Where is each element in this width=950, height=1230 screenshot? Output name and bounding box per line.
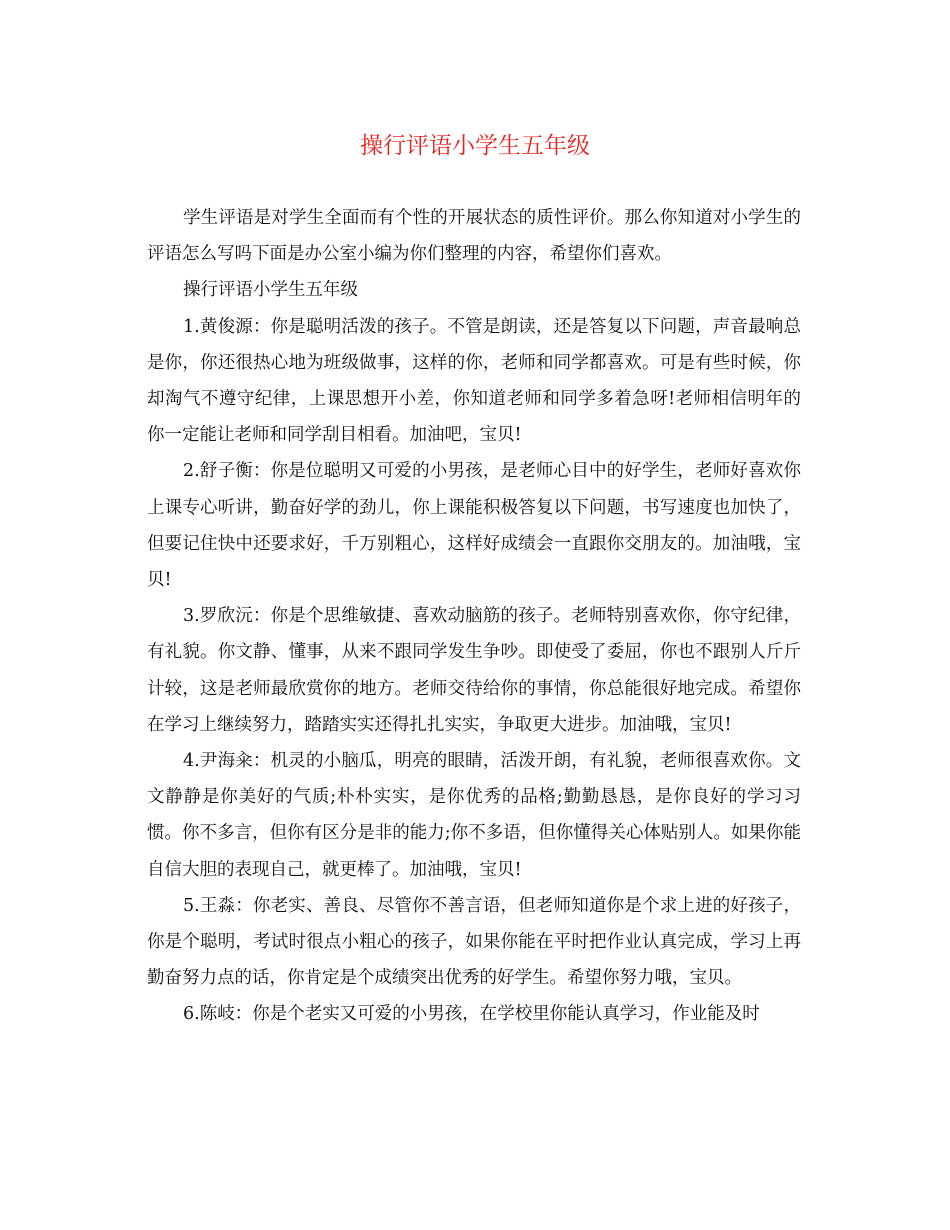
evaluation-entry-1: 1.黄俊源：你是聪明活泼的孩子。不管是朗读，还是答复以下问题，声音最响总是你，你还很热心地为班级做事，这样的你，老师和同学都喜欢。可是有些时候，你却淘气不遵守纪律，上课思想开小差，你知道老师和同学多着急呀!老师相信明年的你一定能让老师和同学刮目相看。加油吧，宝贝! — [147, 316, 801, 446]
evaluation-entry-3: 3.罗欣沅：你是个思维敏捷、喜欢动脑筋的孩子。老师特别喜欢你，你守纪律，有礼貌。你文静、懂事，从来不跟同学发生争吵。即使受了委屈，你也不跟别人斤斤计较，这是老师最欣赏你的地方。老师交待给你的事情，你总能很好地完成。希望你在学习上继续努力，踏踏实实还得扎扎实实，争取更大进步。加油哦，宝贝! — [147, 606, 801, 735]
evaluation-entry-2: 2.舒子衡：你是位聪明又可爱的小男孩，是老师心目中的好学生，老师好喜欢你上课专心听讲，勤奋好学的劲儿，你上课能积极答复以下问题，书写速度也加快了，但要记住快中还要求好，千万别粗心，这样好成绩会一直跟你交朋友的。加油哦，宝贝! — [147, 461, 801, 591]
intro-paragraph: 学生评语是对学生全面而有个性的开展状态的质性评价。那么你知道对小学生的评语怎么写吗下面是办公室小编为你们整理的内容，希望你们喜欢。 — [147, 208, 801, 265]
evaluation-entry-4: 4.尹海籴：机灵的小脑瓜，明亮的眼睛，活泼开朗，有礼貌，老师很喜欢你。文文静静是你美好的气质;朴朴实实，是你优秀的品格;勤勤恳恳，是你良好的学习习惯。你不多言，但你有区分是非的能力;你不多语，但你懂得关心体贴别人。如果你能自信大胆的表现自己，就更棒了。加油哦，宝贝! — [147, 751, 801, 880]
evaluation-entry-6: 6.陈岐：你是个老实又可爱的小男孩，在学校里你能认真学习，作业能及时 — [183, 1004, 760, 1025]
subheading-paragraph: 操行评语小学生五年级 — [183, 280, 358, 301]
document-title: 操行评语小学生五年级 — [360, 133, 590, 159]
evaluation-entry-5: 5.王淼：你老实、善良、尽管你不善言语，但老师知道你是个求上进的好孩子，你是个聪明，考试时很点小粗心的孩子，如果你能在平时把作业认真完成，学习上再勤奋努力点的话，你肯定是个成绩突出优秀的好学生。希望你努力哦，宝贝。 — [147, 895, 801, 989]
document-body — [147, 200, 801, 1033]
